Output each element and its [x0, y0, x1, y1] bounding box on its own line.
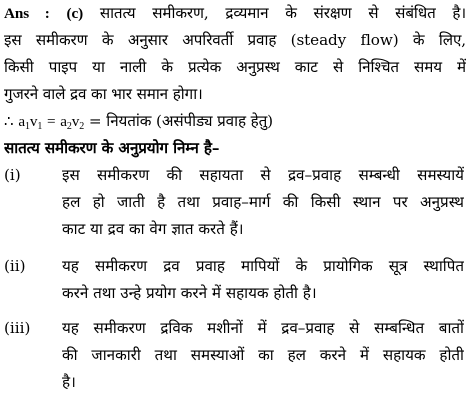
item-number: (ii)	[4, 257, 26, 275]
item-number: (iii)	[4, 319, 31, 337]
formula-a1: a	[18, 113, 25, 130]
continuity-formula	[4, 110, 466, 138]
item-line: काट या द्रव का वेग ज्ञात करते हैं।	[62, 220, 244, 238]
therefore-symbol: ∴	[4, 112, 14, 130]
item-line: हल हो जाती है तथा प्रवाह–मार्ग की किसी स्थान पर अनुप्रस्थ	[62, 193, 464, 211]
formula-v1: v	[29, 113, 38, 130]
formula-v2-sub: 2	[79, 121, 85, 132]
item-line: है।	[62, 373, 76, 391]
formula-a2: a	[60, 113, 67, 130]
answer-line-1	[4, 2, 466, 25]
answer-line-2: इस समीकरण के अनुसार अपरिवर्ती प्रवाह (steady flow) के लिए,	[4, 31, 466, 49]
item-line: की जानकारी तथा समस्याओं का हल करने में सहायक होती	[62, 346, 464, 364]
item-line: यह समीकरण द्रविक मशीनों में द्रव–प्रवाह से सम्बन्धित बातों	[62, 319, 464, 337]
formula-a2-sub: 2	[66, 121, 72, 132]
answer-option: (c)	[66, 5, 84, 22]
applications-heading: सातत्य समीकरण के अनुप्रयोग निम्न है–	[4, 139, 220, 157]
item-line: यह समीकरण द्रव प्रवाह मापियों के प्रायोगिक सूत्र स्थापित	[62, 257, 464, 275]
formula-v1-sub: 1	[37, 121, 43, 132]
answer-line-3: किसी पाइप या नाली के प्रत्येक अनुप्रस्थ काट से निश्चित समय में	[4, 58, 466, 76]
item-number: (i)	[4, 166, 21, 184]
formula-v2: v	[71, 113, 80, 130]
answer-line-4: गुजरने वाले द्रव का भार समान होगा।	[4, 85, 203, 103]
formula-rhs: = नियतांक (असंपीड्य प्रवाह हेतु)	[88, 112, 273, 130]
answer-label: Ans :	[4, 5, 50, 22]
formula-equals: =	[47, 113, 56, 130]
item-line: इस समीकरण की सहायता से द्रव–प्रवाह सम्बन्धी समस्यायें	[62, 166, 464, 184]
answer-text-1: सातत्य समीकरण, द्रव्यमान के संरक्षण से संबंधित है।	[99, 4, 466, 22]
formula-a1-sub: 1	[24, 121, 30, 132]
item-line: करने तथा उन्हे प्रयोग करने में सहायक होती है।	[62, 284, 317, 302]
